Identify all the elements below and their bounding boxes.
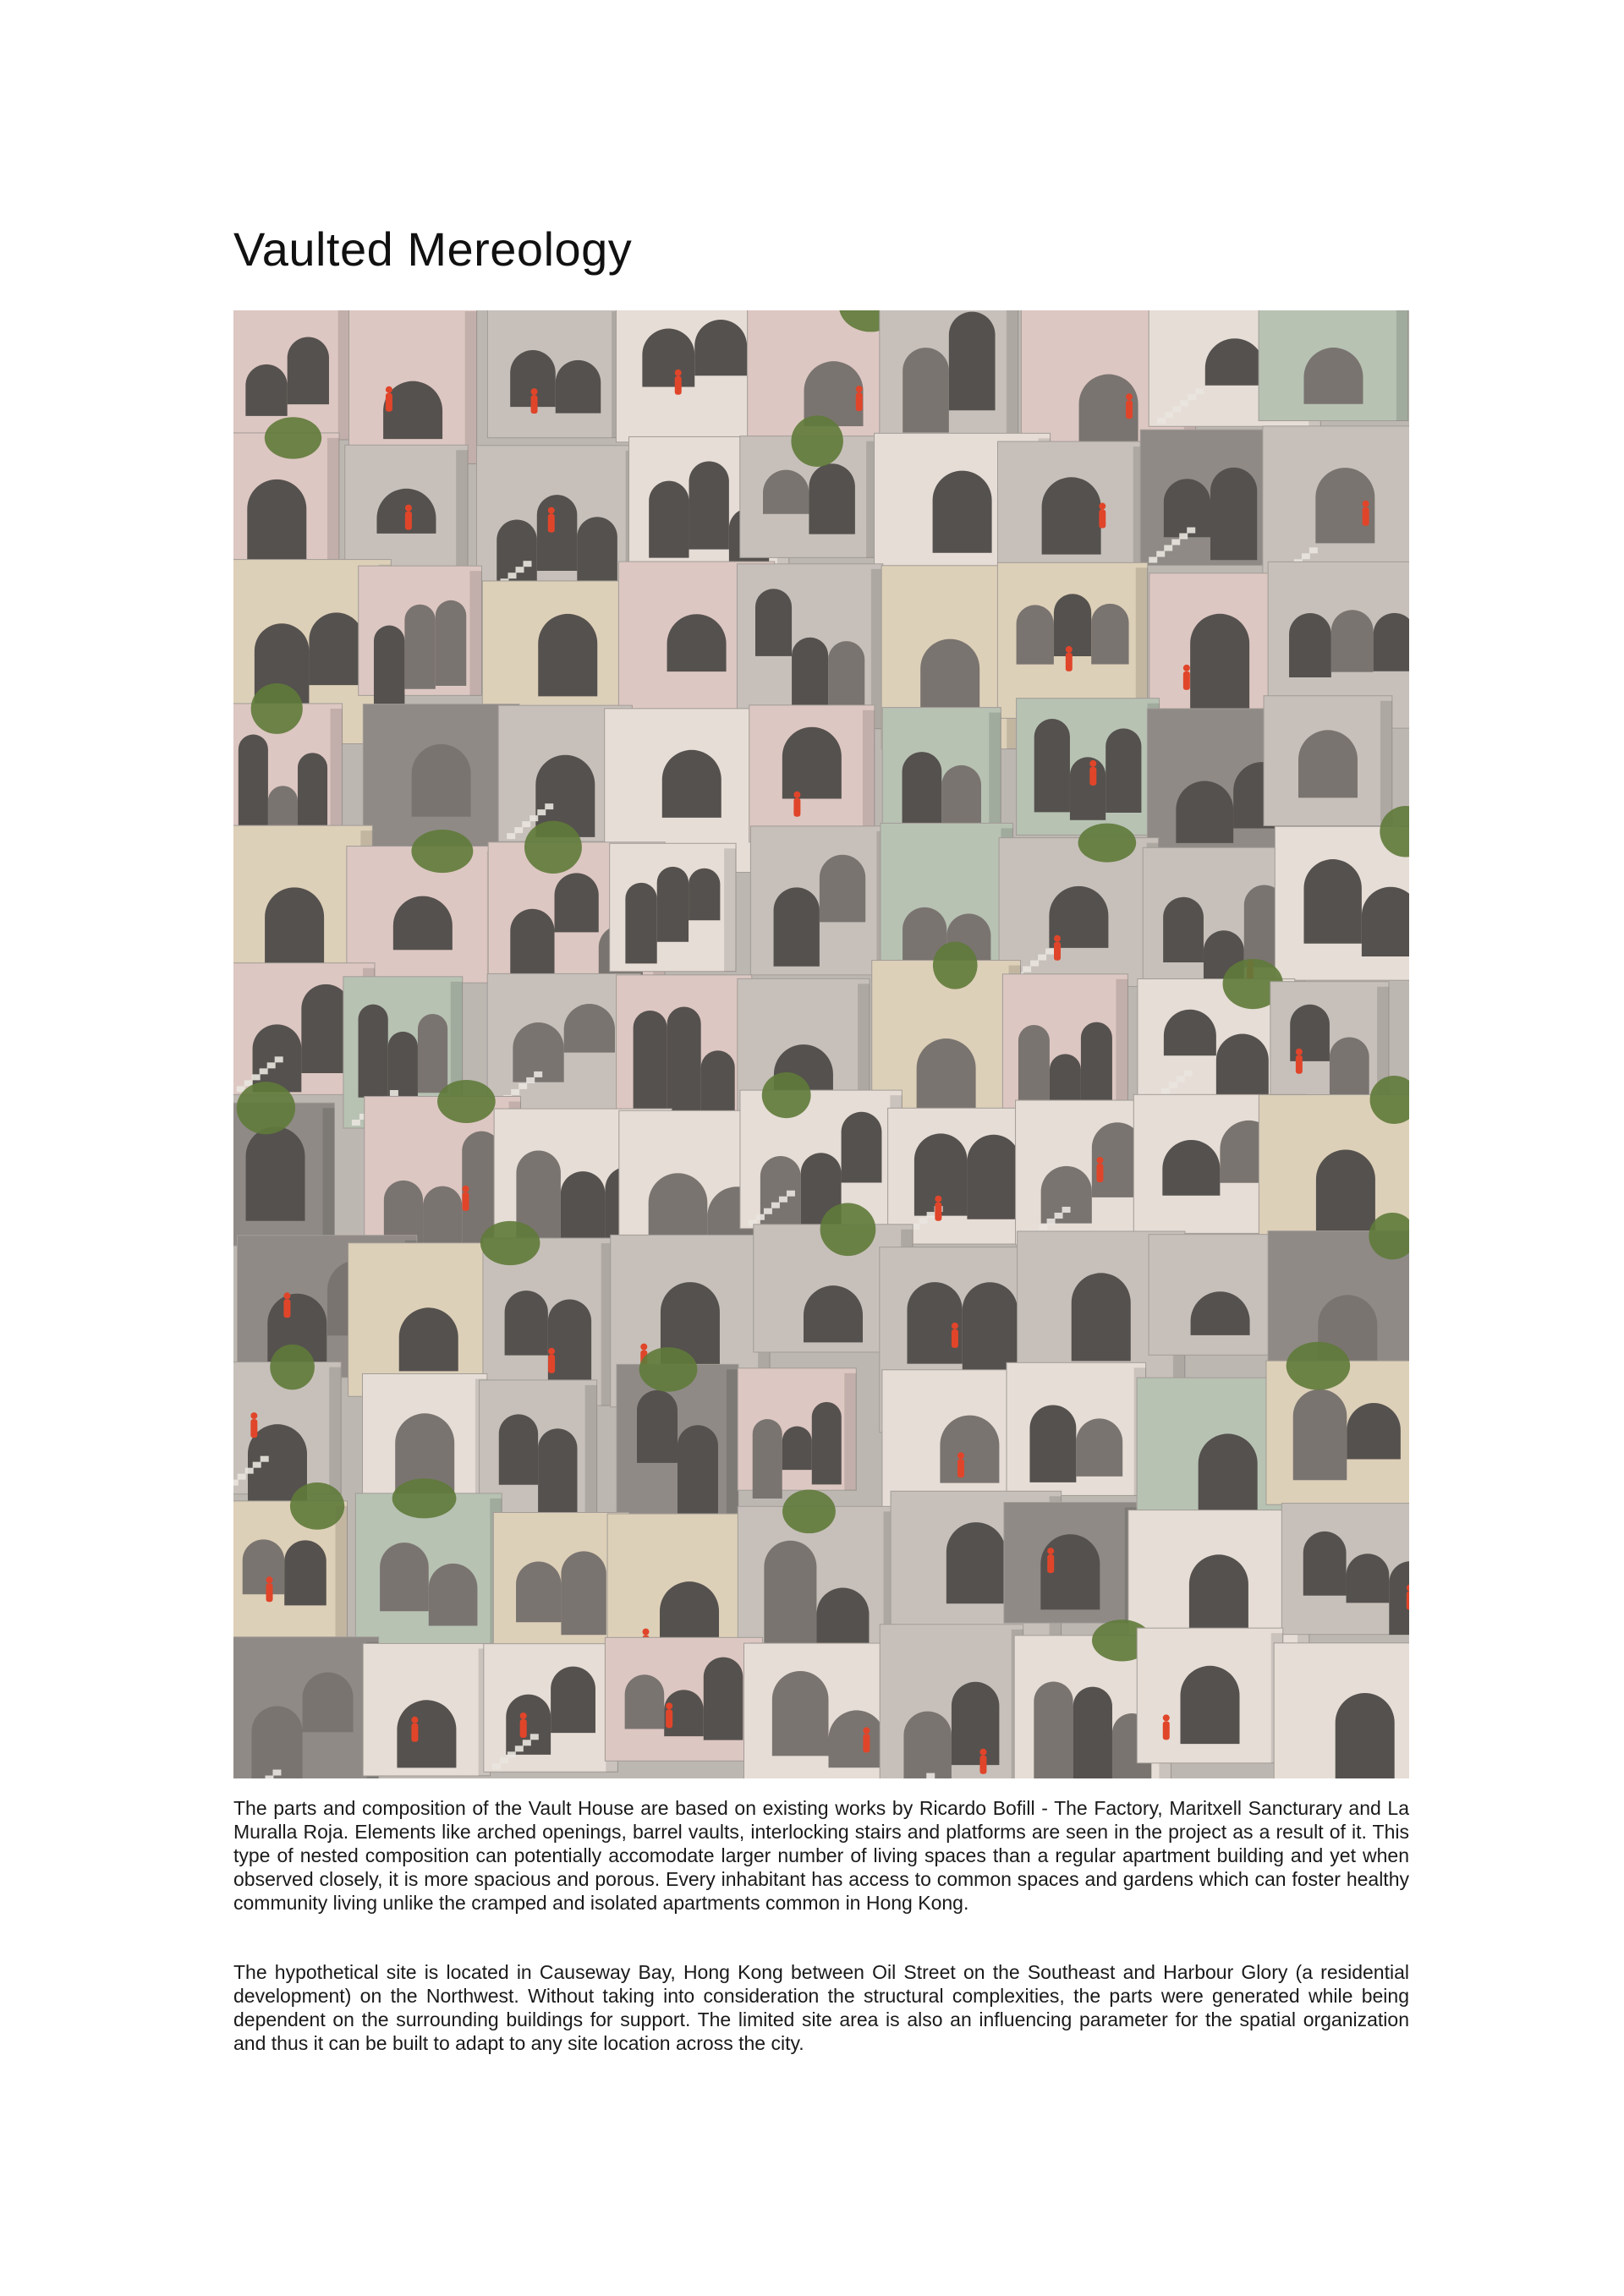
arched-opening xyxy=(903,348,949,432)
human-figure-body xyxy=(1096,1164,1103,1182)
human-figure-head xyxy=(1054,935,1061,942)
stair-step xyxy=(1047,1219,1056,1225)
arched-opening xyxy=(288,337,329,405)
arched-opening xyxy=(642,328,694,386)
stair-step xyxy=(514,827,523,833)
stair-step xyxy=(756,1214,765,1220)
human-figure-body xyxy=(548,514,555,533)
stair-step xyxy=(537,809,546,815)
arched-opening xyxy=(1162,1140,1220,1196)
arched-opening xyxy=(499,1414,538,1484)
stair-step xyxy=(511,1089,519,1095)
arched-opening xyxy=(625,883,656,964)
stair-step xyxy=(507,833,515,839)
arched-opening xyxy=(1210,468,1257,560)
block-shade xyxy=(989,713,1001,836)
arched-opening xyxy=(678,1425,718,1522)
human-figure-head xyxy=(250,1412,257,1419)
stair-step xyxy=(1177,1077,1185,1082)
tree-foliage xyxy=(524,821,582,874)
arched-opening xyxy=(397,1700,456,1767)
arched-opening xyxy=(265,887,324,967)
human-figure-body xyxy=(1089,767,1096,786)
arched-opening xyxy=(809,463,854,534)
human-figure-body xyxy=(1054,942,1061,961)
human-figure-body xyxy=(1066,653,1073,671)
tree-foliage xyxy=(1287,1342,1350,1390)
stair-step xyxy=(1045,949,1054,955)
stair-step xyxy=(1164,545,1172,551)
stair-step xyxy=(1188,394,1196,400)
human-figure-body xyxy=(386,393,392,412)
arched-opening xyxy=(551,1667,595,1733)
arched-opening xyxy=(649,481,689,558)
block-shade xyxy=(465,311,477,463)
arched-opening xyxy=(380,1543,429,1611)
arched-opening xyxy=(284,1540,326,1605)
human-figure-head xyxy=(386,386,392,393)
arched-opening xyxy=(1176,781,1233,843)
arched-opening xyxy=(564,1004,615,1053)
tree-foliage xyxy=(762,1072,811,1118)
stair-step xyxy=(1187,528,1195,534)
arched-opening xyxy=(820,855,865,923)
tree-foliage xyxy=(791,415,842,467)
block-shade xyxy=(1007,310,1018,434)
tree-foliage xyxy=(933,941,978,989)
stair-step xyxy=(1165,412,1173,418)
human-figure-body xyxy=(1407,1592,1409,1610)
human-figure-head xyxy=(548,507,555,514)
arched-opening xyxy=(505,1290,548,1356)
arched-opening xyxy=(667,1007,701,1116)
block-shade xyxy=(456,450,468,569)
human-figure-body xyxy=(266,1583,273,1602)
arched-opening xyxy=(246,1126,305,1220)
tree-foliage xyxy=(1078,824,1137,863)
stair-step xyxy=(1179,534,1188,540)
stair-step xyxy=(779,1197,787,1203)
human-figure-body xyxy=(520,1719,527,1738)
human-figure-body xyxy=(666,1709,672,1728)
human-figure-body xyxy=(793,798,800,817)
arched-opening xyxy=(1163,897,1204,962)
human-figure-body xyxy=(462,1192,469,1211)
stair-step xyxy=(771,1203,780,1208)
stair-step xyxy=(1302,553,1310,559)
arched-opening xyxy=(933,471,992,553)
human-figure-body xyxy=(405,512,412,530)
human-figure-body xyxy=(952,1329,958,1348)
stair-step xyxy=(260,1068,268,1074)
arched-opening xyxy=(1180,1666,1239,1744)
human-figure-body xyxy=(1183,671,1190,690)
arched-opening xyxy=(251,1706,302,1778)
stair-step xyxy=(530,1734,539,1740)
human-figure-head xyxy=(531,388,538,395)
arched-opening xyxy=(903,1712,951,1778)
arched-opening xyxy=(1374,613,1409,671)
human-figure-head xyxy=(979,1749,986,1756)
stair-step xyxy=(508,573,516,578)
block-shade xyxy=(469,571,481,695)
arched-opening xyxy=(537,495,578,571)
human-figure-body xyxy=(957,1459,964,1477)
arched-opening xyxy=(946,1522,1006,1603)
block-shade xyxy=(336,1506,348,1640)
human-figure-head xyxy=(793,792,800,798)
description-paragraph-1: The parts and composition of the Vault House are based on existing works by Ricardo Bofill - The Factory, Maritxell Sancturary and La Muralla Roja. Elements like arched openings, barrel vaults, interlocking stairs and platforms are seen in the project as a result of it. This type of nested composition can potentially accomodate larger number of living spaces than a regular apartment building and yet when observed closely, it is more spacious and porous. Every inhabitant has access to common spaces and gardens which can foster healthy community living unlike the cramped and isolated apartments common in Hong Kong. xyxy=(233,1797,1409,1914)
human-figure-head xyxy=(1183,665,1190,671)
arched-opening xyxy=(1347,1553,1390,1603)
arched-opening xyxy=(753,1419,782,1499)
human-figure-head xyxy=(1089,760,1096,767)
human-figure-body xyxy=(250,1419,257,1438)
architectural-collage-image xyxy=(233,310,1409,1778)
block-shade xyxy=(844,1373,856,1490)
human-figure-head xyxy=(283,1292,290,1299)
tree-foliage xyxy=(820,1203,876,1257)
arched-opening xyxy=(1289,613,1331,677)
arched-opening xyxy=(812,1402,842,1484)
block-shade xyxy=(1136,567,1148,718)
arched-opening xyxy=(429,1564,478,1626)
arched-opening xyxy=(782,727,842,799)
arched-opening xyxy=(247,479,306,573)
arched-opening xyxy=(1106,728,1141,813)
stair-step xyxy=(261,1456,269,1462)
arched-opening xyxy=(755,589,792,656)
block-shade xyxy=(724,848,736,971)
arched-opening xyxy=(764,1541,816,1645)
arched-opening xyxy=(1303,859,1361,944)
arched-opening xyxy=(436,600,466,686)
stair-step xyxy=(534,1071,542,1077)
stair-step xyxy=(1161,1088,1170,1094)
arched-opening xyxy=(704,1658,743,1740)
stair-step xyxy=(275,1056,283,1062)
arched-opening xyxy=(1054,594,1091,656)
human-figure-head xyxy=(405,505,412,512)
stair-step xyxy=(1062,1207,1071,1213)
stair-step xyxy=(764,1208,772,1214)
stair-step xyxy=(1040,1225,1048,1230)
stair-step xyxy=(1023,967,1031,973)
arched-opening xyxy=(1303,1532,1347,1596)
stair-step xyxy=(253,1462,261,1468)
human-figure-body xyxy=(1099,510,1106,529)
arched-opening xyxy=(763,470,809,514)
stair-step xyxy=(523,1740,531,1745)
stair-step xyxy=(515,567,524,573)
human-figure-head xyxy=(548,1348,555,1355)
tree-foliage xyxy=(480,1221,540,1265)
human-figure-body xyxy=(1126,400,1133,419)
arched-opening xyxy=(1331,610,1374,671)
tree-foliage xyxy=(270,1345,315,1390)
arched-opening xyxy=(303,1673,354,1733)
human-figure-head xyxy=(1096,1157,1103,1164)
arched-opening xyxy=(388,1032,418,1100)
arched-opening xyxy=(243,1539,285,1594)
human-figure-head xyxy=(1126,393,1133,400)
arched-opening xyxy=(1073,1687,1112,1778)
tree-foliage xyxy=(639,1347,698,1391)
human-figure-head xyxy=(411,1717,418,1723)
arched-opening xyxy=(412,744,471,817)
arched-opening xyxy=(1389,1561,1409,1635)
stair-step xyxy=(352,1120,360,1126)
stair-step xyxy=(522,821,530,827)
tree-foliage xyxy=(437,1080,496,1123)
stair-step xyxy=(1055,1213,1063,1219)
stair-step xyxy=(1309,547,1318,553)
human-figure-body xyxy=(1296,1055,1303,1074)
tree-foliage xyxy=(411,830,473,873)
arched-opening xyxy=(1076,1418,1122,1476)
arched-opening xyxy=(662,750,721,818)
stair-step xyxy=(1172,406,1181,412)
stair-step xyxy=(508,1751,516,1757)
arched-opening xyxy=(842,1112,882,1183)
human-figure-head xyxy=(1163,1714,1170,1721)
human-figure-body xyxy=(283,1299,290,1318)
arched-opening xyxy=(555,873,599,932)
tree-foliage xyxy=(265,417,321,458)
stair-step xyxy=(492,1763,501,1769)
stair-step xyxy=(252,1074,261,1080)
arched-opening xyxy=(828,1710,885,1767)
arched-opening xyxy=(561,1551,606,1635)
stair-step xyxy=(1149,557,1157,563)
arched-opening xyxy=(538,1428,577,1523)
stair-step xyxy=(515,1745,524,1751)
stair-step xyxy=(1195,388,1204,394)
arched-opening xyxy=(667,614,727,671)
human-figure-body xyxy=(979,1756,986,1774)
human-figure-head xyxy=(520,1712,527,1719)
arched-opening xyxy=(298,753,327,831)
arched-opening xyxy=(774,887,820,966)
human-figure-head xyxy=(1066,646,1073,653)
arched-opening xyxy=(1216,1034,1269,1101)
arched-opening xyxy=(516,1561,561,1622)
collage-illustration xyxy=(233,310,1409,1778)
stair-step xyxy=(272,1770,281,1776)
human-figure-head xyxy=(675,370,682,376)
human-figure-body xyxy=(675,376,682,395)
arched-opening xyxy=(804,1285,863,1342)
stair-step xyxy=(1180,400,1188,406)
arched-opening xyxy=(1017,605,1054,664)
arched-opening xyxy=(556,360,601,414)
arched-opening xyxy=(649,1173,708,1243)
arched-opening xyxy=(399,1307,458,1371)
human-figure-head xyxy=(1296,1049,1303,1055)
tree-foliage xyxy=(782,1489,836,1533)
arched-opening xyxy=(418,1014,447,1093)
arched-opening xyxy=(689,461,729,549)
arched-opening xyxy=(1070,757,1106,819)
block-shade xyxy=(863,710,875,842)
block-shade xyxy=(1380,701,1392,826)
arched-opening xyxy=(782,1427,812,1471)
tree-foliage xyxy=(251,683,303,734)
arched-opening xyxy=(1293,1389,1347,1481)
block-shade xyxy=(338,310,350,440)
human-figure-body xyxy=(935,1203,941,1221)
stair-step xyxy=(390,1090,398,1096)
arched-opening xyxy=(952,1682,999,1765)
human-figure-head xyxy=(1363,501,1369,507)
description-paragraph-2: The hypothetical site is located in Causeway Bay, Hong Kong between Oil Street on the Southeast and Harbour Glory (a residential development) on the Northwest. Without taking into consideration the structural complexities, the parts were generated while being dependent on the surrounding buildings for support. The limited site area is also an influencing parameter for the spatial organization and thus it can be built to adapt to any site location across the city. xyxy=(233,1961,1409,2054)
stair-step xyxy=(919,1218,928,1224)
tree-foliage xyxy=(237,1082,295,1134)
stair-step xyxy=(518,1083,527,1089)
human-figure-body xyxy=(1363,507,1369,526)
stair-step xyxy=(238,1474,246,1480)
arched-opening xyxy=(245,364,287,416)
arched-opening xyxy=(657,867,689,942)
stair-step xyxy=(265,1776,273,1778)
arched-opening xyxy=(625,1674,665,1729)
stair-step xyxy=(245,1468,254,1474)
arched-opening xyxy=(374,626,404,705)
stair-step xyxy=(1184,1071,1193,1077)
arched-opening xyxy=(1034,1681,1073,1778)
human-figure-head xyxy=(643,1629,650,1636)
stair-step xyxy=(1169,1082,1177,1088)
stair-step xyxy=(926,1773,935,1778)
arched-opening xyxy=(1042,477,1101,554)
human-figure-head xyxy=(640,1344,647,1351)
human-figure-body xyxy=(531,395,538,414)
human-figure-head xyxy=(266,1576,273,1583)
arched-opening xyxy=(1190,614,1249,720)
arched-opening xyxy=(637,1390,678,1463)
human-figure-head xyxy=(935,1196,941,1203)
human-figure-body xyxy=(411,1723,418,1742)
arched-opening xyxy=(1041,1166,1092,1224)
arched-opening xyxy=(694,320,747,375)
stair-step xyxy=(1038,955,1046,961)
arched-opening xyxy=(949,312,996,411)
stair-step xyxy=(500,1757,508,1763)
arched-opening xyxy=(1303,348,1363,404)
page-title: Vaulted Mereology xyxy=(233,222,633,276)
human-figure-head xyxy=(1047,1548,1054,1554)
stair-step xyxy=(545,803,553,809)
arched-opening xyxy=(1336,1693,1395,1778)
human-figure-head xyxy=(856,386,863,392)
human-figure-head xyxy=(666,1702,672,1709)
human-figure-head xyxy=(1099,503,1106,510)
human-figure-head xyxy=(863,1727,870,1734)
block-shade xyxy=(322,1108,334,1246)
human-figure-body xyxy=(1047,1554,1054,1573)
arched-opening xyxy=(1347,1403,1401,1459)
arched-opening xyxy=(1072,1273,1131,1361)
arched-opening xyxy=(967,1135,1020,1219)
arched-opening xyxy=(538,614,597,697)
tree-foliage xyxy=(392,1478,457,1518)
tree-foliage xyxy=(290,1482,344,1530)
human-figure-body xyxy=(548,1355,555,1373)
human-figure-body xyxy=(863,1734,870,1752)
stair-step xyxy=(233,1480,239,1486)
human-figure-head xyxy=(952,1323,958,1329)
arched-opening xyxy=(1362,887,1409,956)
arched-opening xyxy=(309,612,364,685)
arched-opening xyxy=(1298,730,1358,797)
stair-step xyxy=(1030,961,1039,967)
stair-step xyxy=(523,561,531,567)
arched-opening xyxy=(689,869,720,921)
human-figure-body xyxy=(1163,1721,1170,1740)
stair-step xyxy=(1157,418,1166,424)
human-figure-head xyxy=(957,1452,964,1459)
stair-step xyxy=(927,1212,935,1218)
arched-opening xyxy=(359,1005,388,1098)
human-figure-body xyxy=(856,392,863,411)
stair-step xyxy=(1156,551,1165,557)
stair-step xyxy=(526,1077,535,1083)
arched-opening xyxy=(1034,719,1070,812)
stair-step xyxy=(787,1191,795,1197)
stair-step xyxy=(267,1062,276,1068)
arched-opening xyxy=(903,752,942,831)
arched-opening xyxy=(404,605,435,689)
arched-opening xyxy=(940,1416,999,1483)
arched-opening xyxy=(1091,604,1128,665)
human-figure-head xyxy=(462,1186,469,1192)
arched-opening xyxy=(1029,1405,1076,1482)
arched-opening xyxy=(772,1671,829,1756)
stair-step xyxy=(529,815,538,821)
block-shade xyxy=(1396,310,1408,420)
block-shade xyxy=(727,1369,738,1529)
block-shade xyxy=(329,1367,341,1494)
stair-step xyxy=(1171,540,1180,545)
